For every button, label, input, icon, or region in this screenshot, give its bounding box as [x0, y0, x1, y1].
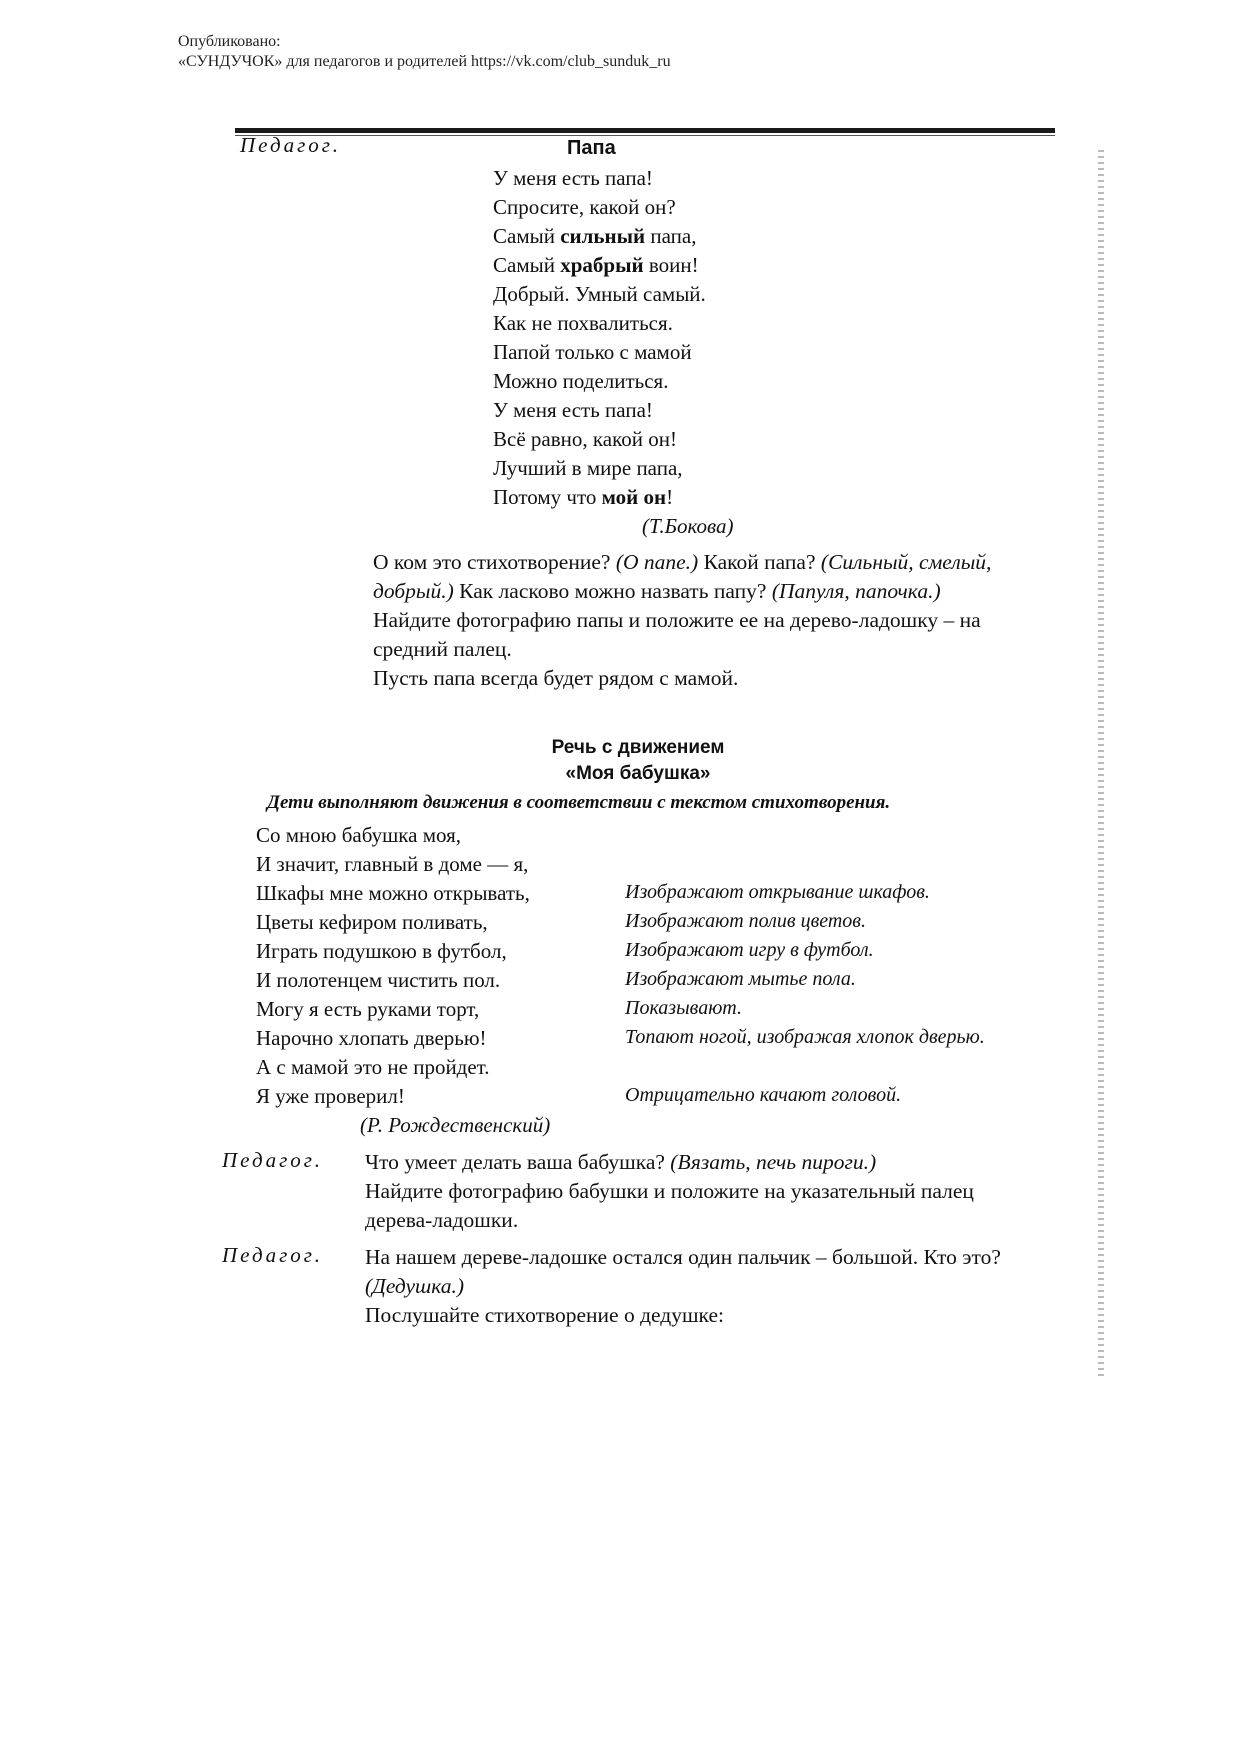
movement-instruction: [625, 823, 985, 852]
emphasis: мой он: [601, 485, 667, 509]
dialog-babushka: [365, 1148, 1045, 1235]
movement-instruction: Топают ногой, изображая хлопок дверью.: [625, 1026, 985, 1048]
movement-instruction: Показывают.: [625, 997, 742, 1019]
poem-papa-line: Лучший в мире папа,: [493, 456, 683, 480]
answer-3: (Папуля, папочка.): [771, 579, 941, 603]
poem-babushka-body: [256, 823, 530, 1113]
text-segment: Самый: [493, 253, 561, 277]
emphasis: сильный: [560, 224, 646, 248]
header-line-2: «СУНДУЧОК» для педагогов и родителей https://vk.com/club_sunduk_ru: [178, 53, 671, 70]
top-rule: [235, 128, 1055, 133]
answer-2: (Сильный, смелый, добрый.): [373, 550, 992, 603]
speaker-label: Педагог.: [240, 133, 341, 157]
movement-instruction: Изображают мытье пола.: [625, 968, 856, 990]
poem-papa-line: У меня есть папа!: [493, 166, 653, 190]
poem-babushka-line: Со мною бабушка моя,: [256, 823, 462, 847]
speaker-label-2: Педагог.: [222, 1148, 323, 1172]
poem-babushka-actions: [625, 823, 985, 1113]
instruction-babushka: Найдите фотографию бабушки и положите на указательный палец дерева-ладошки.: [365, 1179, 974, 1232]
poem-babushka-line: И значит, главный в доме — я,: [256, 852, 529, 876]
publication-header: [178, 32, 671, 72]
poem-papa-line: У меня есть папа!: [493, 398, 653, 422]
question-dedushka: На нашем дереве-ладошке остался один пальчик – большой. Кто это?: [365, 1245, 1001, 1269]
poem-papa-line: Добрый. Умный самый.: [493, 282, 706, 306]
poem-babushka-line: Шкафы мне можно открывать,: [256, 881, 530, 905]
section-subtitle: «Моя бабушка»: [565, 763, 711, 784]
poem-babushka-line: Я уже проверил!: [256, 1084, 405, 1108]
movement-instruction: Изображают полив цветов.: [625, 910, 866, 932]
question-babushka: Что умеет делать ваша бабушка?: [365, 1150, 665, 1174]
section-title: Речь с движением: [551, 737, 725, 758]
movement-instruction: Изображают игру в футбол.: [625, 939, 874, 961]
poem-babushka-line: А с мамой это не пройдет.: [256, 1055, 490, 1079]
text-segment: Потому что: [493, 485, 602, 509]
text-segment: папа,: [645, 224, 697, 248]
answer-babushka: (Вязать, печь пироги.): [670, 1150, 877, 1174]
poem-babushka-line: Играть подушкою в футбол,: [256, 939, 507, 963]
poem-papa-line: Всё равно, какой он!: [493, 427, 677, 451]
movement-instruction: Отрицательно качают головой.: [625, 1084, 902, 1106]
question-2: Какой папа?: [703, 550, 816, 574]
dialog-dedushka-question: [365, 1243, 1055, 1301]
discussion-questions: [373, 548, 1053, 606]
text-segment: Самый: [493, 224, 561, 248]
poem-title-papa: Папа: [567, 137, 616, 159]
answer-dedushka: (Дедушка.): [365, 1274, 465, 1298]
scan-edge-mark: [1098, 150, 1104, 1380]
speaker-label-3: Педагог.: [222, 1243, 323, 1267]
discussion-papa: [373, 548, 1053, 693]
dialog-dedushka: [365, 1243, 1055, 1330]
top-rule-thin: [235, 135, 1055, 136]
poem-papa-body: [493, 164, 706, 512]
answer-1: (О папе.): [615, 550, 699, 574]
poem-papa-line: Спросите, какой он?: [493, 195, 676, 219]
instruction-papa: Найдите фотографию папы и положите ее на дерево-ладошку – на средний палец.: [373, 608, 981, 661]
movement-instruction: [625, 1055, 985, 1084]
poem-babushka-line: Цветы кефиром поливать,: [256, 910, 488, 934]
poem-papa-line: [493, 222, 706, 251]
section-intro: Дети выполняют движения в соответствии с текстом стихотворения.: [267, 792, 891, 813]
movement-instruction: [625, 852, 985, 881]
text-segment: !: [666, 485, 674, 509]
question-3: Как ласково можно назвать папу?: [459, 579, 767, 603]
poem-papa-line: Папой только с мамой: [493, 340, 692, 364]
movement-instruction: Изображают открывание шкафов.: [625, 881, 930, 903]
poem-babushka-line: И полотенцем чистить пол.: [256, 968, 501, 992]
poem-papa-line: Можно поделиться.: [493, 369, 669, 393]
poem-papa-line: [493, 483, 706, 512]
poem-babushka-line: Нарочно хлопать дверью!: [256, 1026, 487, 1050]
poem-papa-line: [493, 251, 706, 280]
closing-papa: Пусть папа всегда будет рядом с мамой.: [373, 666, 739, 690]
poem-babushka-author: (Р. Рождественский): [360, 1113, 551, 1137]
instruction-dedushka: Послушайте стихотворение о дедушке:: [365, 1303, 724, 1327]
emphasis: храбрый: [560, 253, 644, 277]
header-line-1: Опубликовано:: [178, 33, 281, 50]
text-segment: воин!: [643, 253, 699, 277]
poem-papa-line: Как не похвалиться.: [493, 311, 673, 335]
question-1: О ком это стихотворение?: [373, 550, 611, 574]
poem-papa-author: (Т.Бокова): [642, 514, 734, 538]
dialog-babushka-question: [365, 1148, 1045, 1177]
poem-babushka-line: Могу я есть руками торт,: [256, 997, 480, 1021]
